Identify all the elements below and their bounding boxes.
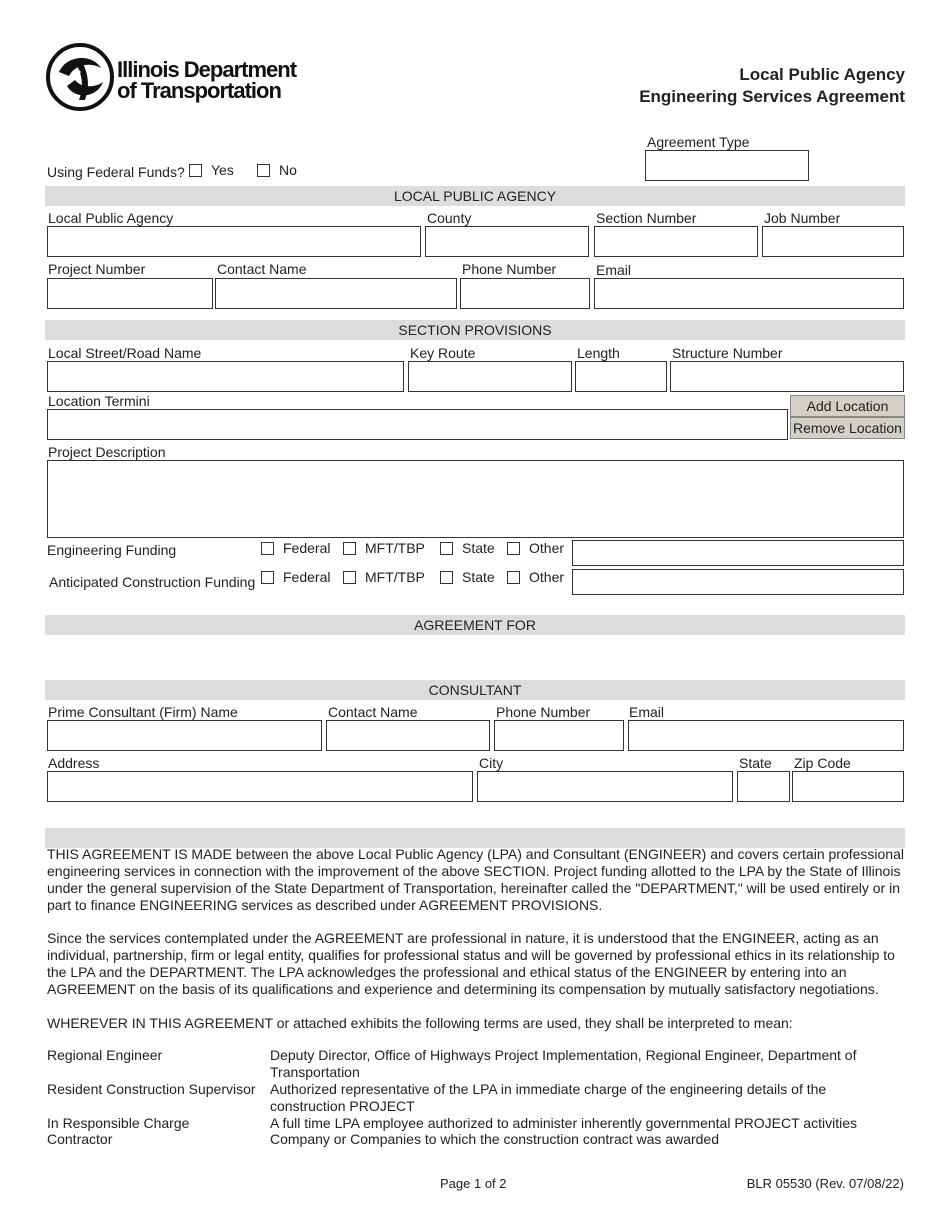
agreement-type-field[interactable]: [645, 150, 809, 181]
con-state-checkbox[interactable]: [440, 571, 453, 584]
agency-name-line2: of Transportation: [117, 78, 281, 103]
state-label: State: [739, 755, 772, 771]
zip-field[interactable]: [792, 771, 904, 802]
definition-term: Resident Construction Supervisor: [47, 1081, 256, 1097]
length-field[interactable]: [575, 361, 667, 392]
federal-yes-checkbox[interactable]: [189, 164, 202, 177]
page-number: Page 1 of 2: [440, 1176, 507, 1191]
lpa-name-field[interactable]: [47, 226, 421, 257]
definition-text: Authorized representative of the LPA in immediate charge of the engineering details of the construction PROJECT: [270, 1081, 827, 1114]
section-provisions-heading: SECTION PROVISIONS: [45, 320, 905, 340]
definition-term: Contractor: [47, 1131, 113, 1147]
consultant-contact-label: Contact Name: [328, 704, 418, 720]
add-location-button[interactable]: Add Location: [790, 395, 905, 417]
divider-band: [45, 828, 905, 848]
con-other-field[interactable]: [572, 569, 904, 595]
form-title-line1: Local Public Agency: [739, 65, 905, 84]
consultant-phone-field[interactable]: [494, 720, 624, 751]
eng-mft-label: MFT/TBP: [365, 540, 425, 556]
city-field[interactable]: [477, 771, 733, 802]
key-route-label: Key Route: [410, 345, 476, 361]
eng-other-field[interactable]: [572, 540, 904, 566]
firm-name-field[interactable]: [47, 720, 322, 751]
federal-no-label: No: [279, 162, 297, 178]
eng-other-checkbox[interactable]: [507, 542, 520, 555]
project-number-field[interactable]: [47, 278, 213, 309]
address-field[interactable]: [47, 771, 473, 802]
lpa-phone-label: Phone Number: [462, 261, 557, 277]
section-number-field[interactable]: [594, 226, 758, 257]
location-termini-label: Location Termini: [48, 393, 150, 409]
job-number-label: Job Number: [764, 210, 841, 226]
con-mft-checkbox[interactable]: [343, 571, 356, 584]
consultant-contact-field[interactable]: [326, 720, 490, 751]
agency-name-line1: Illinois Department: [117, 57, 297, 82]
remove-location-button[interactable]: Remove Location: [790, 417, 905, 439]
county-field[interactable]: [425, 226, 589, 257]
idot-logo-mark-icon: [45, 42, 115, 112]
location-termini-field[interactable]: [47, 409, 788, 440]
eng-state-checkbox[interactable]: [440, 542, 453, 555]
lpa-section-heading: LOCAL PUBLIC AGENCY: [45, 186, 905, 206]
eng-federal-label: Federal: [283, 540, 331, 556]
con-federal-label: Federal: [283, 569, 331, 585]
agreement-type-label: Agreement Type: [647, 134, 750, 150]
firm-name-label: Prime Consultant (Firm) Name: [48, 704, 238, 720]
definition-text: A full time LPA employee authorized to administer inherently governmental PROJECT activities: [270, 1115, 857, 1131]
agreement-for-heading: AGREEMENT FOR: [45, 615, 905, 635]
lpa-name-label: Local Public Agency: [48, 210, 174, 226]
agreement-paragraph-3: WHEREVER IN THIS AGREEMENT or attached exhibits the following terms are used, they shall be interpreted to mean:: [47, 1015, 793, 1031]
agreement-paragraph-2: Since the services contemplated under the AGREEMENT are professional in nature, it is understood that the ENGINEER, acting as an individual, partnership, firm or legal entity, qualifies for professional status and will be governed by professional ethics in its relationship to the LPA and the DEPARTMENT. The LPA acknowledges the professional and ethical status of the ENGINEER by entering into an AGREEMENT on the basis of its qualifications and experience and determining its compensation by mutually satisfactory negotiations.: [47, 930, 895, 997]
con-mft-label: MFT/TBP: [365, 569, 425, 585]
consultant-email-label: Email: [629, 704, 665, 720]
project-description-field[interactable]: [47, 460, 904, 538]
key-route-field[interactable]: [408, 361, 572, 392]
construction-funding-label: Anticipated Construction Funding: [49, 574, 256, 590]
zip-label: Zip Code: [794, 755, 851, 771]
definition-text: Company or Companies to which the construction contract was awarded: [270, 1131, 719, 1147]
form-title-line2: Engineering Services Agreement: [639, 87, 905, 106]
federal-no-checkbox[interactable]: [257, 164, 270, 177]
city-label: City: [479, 755, 504, 771]
con-federal-checkbox[interactable]: [261, 571, 274, 584]
con-other-label: Other: [529, 569, 565, 585]
job-number-field[interactable]: [762, 226, 904, 257]
con-state-label: State: [462, 569, 495, 585]
length-label: Length: [577, 345, 620, 361]
street-name-field[interactable]: [47, 361, 404, 392]
eng-mft-checkbox[interactable]: [343, 542, 356, 555]
idot-logo: [45, 42, 305, 114]
street-name-label: Local Street/Road Name: [48, 345, 202, 361]
form-id: BLR 05530 (Rev. 07/08/22): [746, 1176, 904, 1191]
eng-other-label: Other: [529, 540, 565, 556]
structure-number-field[interactable]: [670, 361, 904, 392]
definition-text: Deputy Director, Office of Highways Project Implementation, Regional Engineer, Department of Transportation: [270, 1047, 857, 1080]
agreement-paragraph-1: THIS AGREEMENT IS MADE between the above Local Public Agency (LPA) and Consultant (ENGINEER) and covers certain professional engineering services in connection with the improvement of the above SECTION. Project funding allotted to the LPA by the State of Illinois under the general supervision of the State Department of Transportation, hereinafter called the "DEPARTMENT," will be used entirely or in part to finance ENGINEERING services as described under AGREEMENT PROVISIONS.: [47, 846, 904, 913]
consultant-heading: CONSULTANT: [45, 680, 905, 700]
lpa-contact-name-label: Contact Name: [217, 261, 307, 277]
lpa-email-label: Email: [596, 262, 632, 278]
federal-yes-label: Yes: [211, 162, 234, 178]
form-title: [639, 64, 905, 108]
state-field[interactable]: [737, 771, 790, 802]
section-number-label: Section Number: [596, 210, 697, 226]
address-label: Address: [48, 755, 100, 771]
consultant-phone-label: Phone Number: [496, 704, 591, 720]
engineering-funding-label: Engineering Funding: [47, 542, 177, 558]
con-other-checkbox[interactable]: [507, 571, 520, 584]
eng-state-label: State: [462, 540, 495, 556]
definition-term: Regional Engineer: [47, 1047, 163, 1063]
lpa-phone-field[interactable]: [460, 278, 590, 309]
lpa-email-field[interactable]: [594, 278, 904, 309]
county-label: County: [427, 210, 472, 226]
eng-federal-checkbox[interactable]: [261, 542, 274, 555]
structure-number-label: Structure Number: [672, 345, 783, 361]
definition-term: In Responsible Charge: [47, 1115, 190, 1131]
project-number-label: Project Number: [48, 261, 146, 277]
federal-funds-question: Using Federal Funds?: [47, 164, 185, 180]
consultant-email-field[interactable]: [628, 720, 904, 751]
lpa-contact-name-field[interactable]: [215, 278, 457, 309]
project-description-label: Project Description: [48, 444, 166, 460]
